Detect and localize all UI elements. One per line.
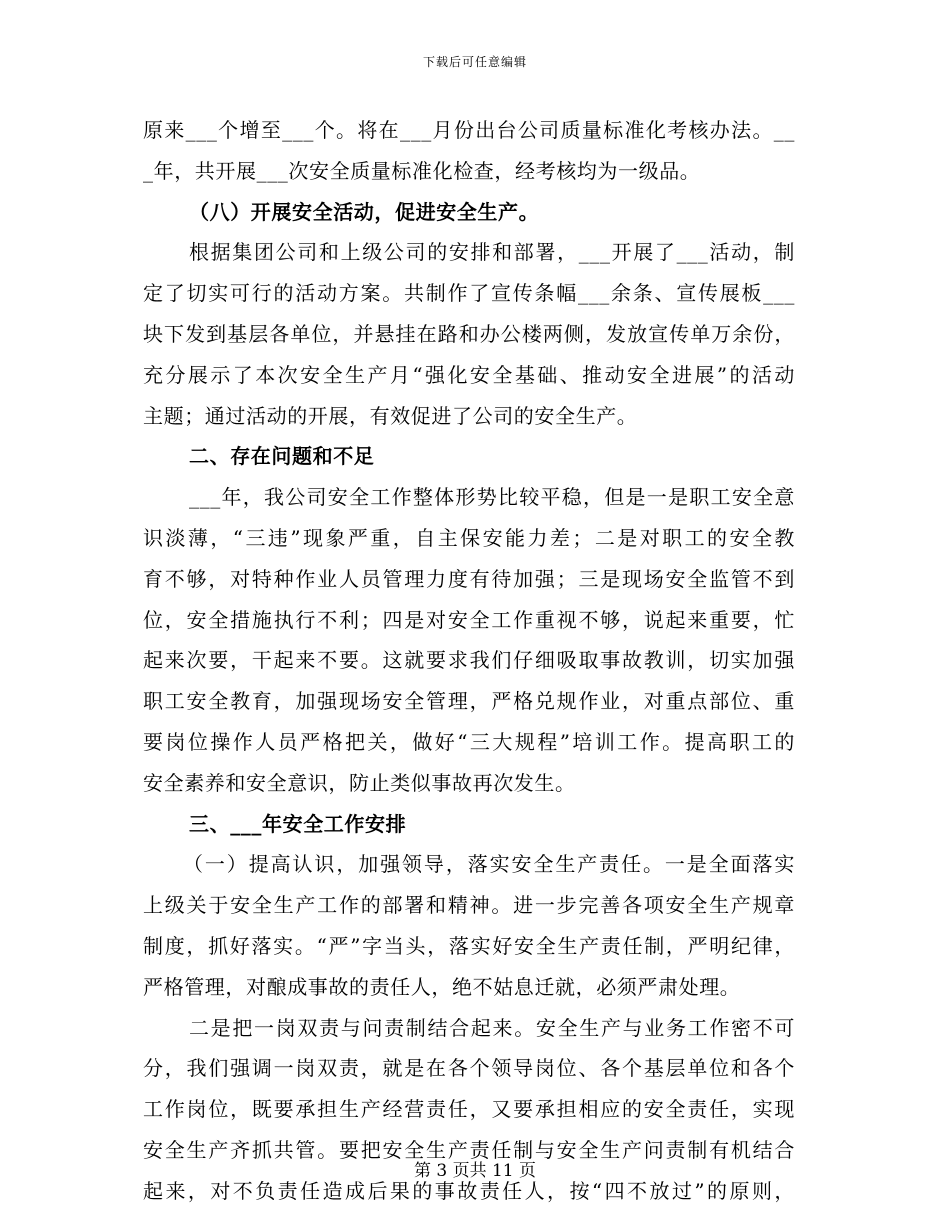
text-line: 安全生产齐抓共管。要把安全生产责任制与安全生产问责制有机结合 [143,1137,795,1162]
text-line: 工作岗位，既要承担生产经营责任，又要承担相应的安全责任，实现 [143,1097,795,1122]
text-line: 育不够，对特种作业人员管理力度有待加强；三是现场安全监管不到 [143,566,795,591]
text-line: 起来次要，干起来不要。这就要求我们仔细吸取事故教训，切实加强 [143,648,795,673]
text-line: _年，共开展___次安全质量标准化检查，经考核均为一级品。 [143,158,701,183]
text-line: 严格管理，对酿成事故的责任人，绝不姑息迁就，必须严肃处理。 [143,974,741,999]
text-line: 块下发到基层各单位，并悬挂在路和办公楼两侧，发放宣传单万余份， [143,321,795,346]
text-line: 原来___个增至___个。将在___月份出台公司质量标准化考核办法。__ [143,118,795,142]
text-line: 职工安全教育，加强现场安全管理，严格兑规作业，对重点部位、重 [143,689,795,714]
section-heading: 三、___年安全工作安排 [189,811,407,836]
page-number: 第 3 页共 11 页 [413,1161,537,1181]
text-line: 要岗位操作人员严格把关，做好“三大规程”培训工作。提高职工的 [143,729,795,754]
page-header: 下载后可任意编辑 [422,55,527,69]
text-line: 起来，对不负责任造成后果的事故责任人，按“四不放过”的原则， [143,1178,795,1203]
text-line: 充分展示了本次安全生产月“强化安全基础、推动安全进展”的活动 [143,362,795,387]
section-heading: （八）开展安全活动，促进安全生产。 [189,199,540,224]
text-line: ___年，我公司安全工作整体形势比较平稳，但是一是职工安全意 [189,485,795,510]
text-line: 制度，抓好落实。“严”字当头，落实好安全生产责任制，严明纪律， [143,933,795,958]
text-line: 分，我们强调一岗双责，就是在各个领导岗位、各个基层单位和各个 [143,1056,795,1081]
text-line: （一）提高认识，加强领导，落实安全生产责任。一是全面落实 [183,852,795,877]
document-body [143,110,795,1212]
text-line: 识淡薄，“三违”现象严重，自主保安能力差；二是对职工的安全教 [143,525,795,550]
text-line: 位，安全措施执行不利；四是对安全工作重视不够，说起来重要，忙 [143,607,795,632]
text-line: 二是把一岗双责与问责制结合起来。安全生产与业务工作密不可 [189,1015,795,1040]
text-line: 定了切实可行的活动方案。共制作了宣传条幅___余条、宣传展板___ [143,281,795,306]
text-line: 根据集团公司和上级公司的安排和部署，___开展了___活动，制 [189,240,795,265]
section-heading: 二、存在问题和不足 [189,444,375,469]
text-line: 上级关于安全生产工作的部署和精神。进一步完善各项安全生产规章 [143,893,795,918]
text-line: 主题；通过活动的开展，有效促进了公司的安全生产。 [143,403,638,428]
text-line: 安全素养和安全意识，防止类似事故再次发生。 [143,770,576,795]
